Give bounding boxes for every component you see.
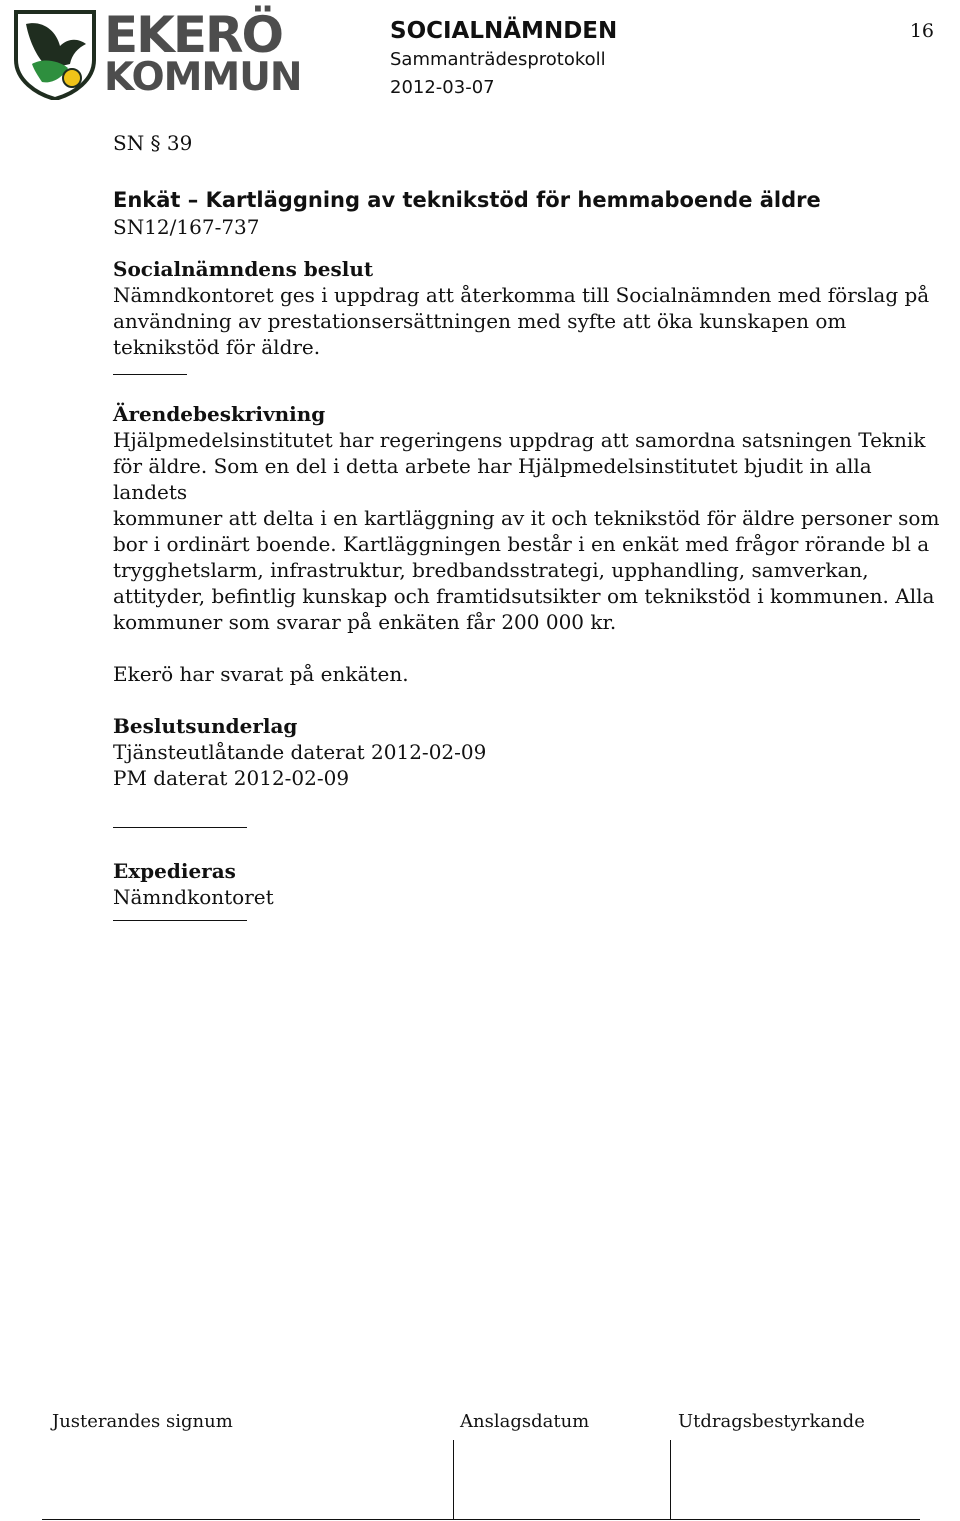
- logo-wordmark-line2: KOMMUN: [104, 55, 302, 100]
- signature-box-divider: [453, 1440, 454, 1520]
- decision-line: Nämndkontoret ges i uppdrag att återkomma till Socialnämnden med förslag på: [113, 283, 930, 307]
- description-heading: Ärendebeskrivning: [113, 402, 326, 426]
- adjuster-signature-label: Justerandes signum: [52, 1411, 233, 1432]
- basis-item: PM daterat 2012-02-09: [113, 766, 350, 790]
- department-name: SOCIALNÄMNDEN: [390, 18, 618, 44]
- protocol-item: [113, 130, 943, 921]
- decision-text: [113, 282, 943, 360]
- item-title: Enkät – Kartläggning av teknikstöd för hemmaboende äldre: [113, 188, 821, 212]
- basis-heading: Beslutsunderlag: [113, 714, 298, 738]
- dispatch-heading: Expedieras: [113, 859, 236, 883]
- document-type: Sammanträdesprotokoll: [390, 49, 606, 70]
- meeting-date: 2012-03-07: [390, 77, 495, 98]
- signature-box-baseline: [42, 1519, 920, 1520]
- description-text: [113, 427, 943, 635]
- answered-statement: Ekerö har svarat på enkäten.: [113, 662, 409, 686]
- dispatch-recipient: Nämndkontoret: [113, 885, 274, 909]
- page-number: 16: [909, 20, 934, 42]
- extract-certifier-label: Utdragsbestyrkande: [678, 1411, 865, 1432]
- case-number: SN12/167-737: [113, 215, 260, 239]
- paragraph-reference: SN § 39: [113, 131, 193, 155]
- logo-wordmark: [104, 6, 302, 100]
- oak-leaf-shield-icon: [12, 8, 98, 100]
- description-line: trygghetslarm, infrastruktur, bredbandsstrategi, upphandling, samverkan,: [113, 558, 869, 582]
- decision-line: teknikstöd för äldre.: [113, 335, 321, 359]
- description-line: bor i ordinärt boende. Kartläggningen består i en enkät med frågor rörande bl a: [113, 532, 930, 556]
- description-line: för äldre. Som en del i detta arbete har Hjälpmedelsinstitutet bjudit in alla landets: [113, 454, 872, 504]
- posting-date-label: Anslagsdatum: [460, 1411, 590, 1432]
- description-line: kommuner att delta i en kartläggning av it och teknikstöd för äldre personer som: [113, 506, 940, 530]
- description-line: Hjälpmedelsinstitutet har regeringens uppdrag att samordna satsningen Teknik: [113, 428, 926, 452]
- basis-item: Tjänsteutlåtande daterat 2012-02-09: [113, 740, 487, 764]
- municipality-logo: [12, 6, 302, 100]
- decision-heading: Socialnämndens beslut: [113, 257, 374, 281]
- section-divider: [113, 920, 247, 921]
- signature-box-divider: [670, 1440, 671, 1520]
- decision-line: användning av prestationsersättningen med syfte att öka kunskapen om: [113, 309, 847, 333]
- logo-wordmark-line1: EKERÖ: [104, 6, 283, 64]
- description-line: kommuner som svarar på enkäten får 200 000 kr.: [113, 610, 617, 634]
- description-line: attityder, befintlig kunskap och framtidsutsikter om teknikstöd i kommunen. Alla: [113, 584, 935, 608]
